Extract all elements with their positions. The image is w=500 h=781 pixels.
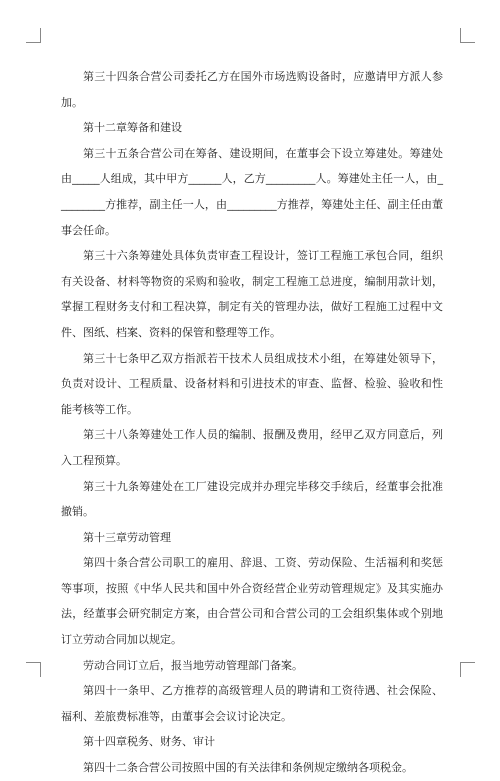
- article-36: 第三十六条筹建处具体负责审查工程设计，签订工程施工承包合同，组织有关设备、材料等物资的采购和验收，制定工程施工总进度，编制用款计划，掌握工程财务支付和工程决算，制定有关的管理办法，做好工程施工过程中文件、图纸、档案、资料的保管和整理等工作。: [61, 249, 443, 339]
- crop-mark-top-left: [26, 28, 41, 43]
- chapter-12-heading: 第十二章筹备和建设: [83, 121, 182, 135]
- article-42: 第四十二条合营公司按照中国的有关法律和条例规定缴纳各项税金。: [83, 761, 413, 775]
- article-41: 第四十一条甲、乙方推荐的高级管理人员的聘请和工资待遇、社会保险、福利、差旅费标准等，由董事会会议讨论决定。: [61, 684, 443, 723]
- crop-mark-bottom-left: [26, 662, 41, 677]
- article-35: 第三十五条合营公司在筹备、建设期间，在董事会下设立筹建处。筹建处由_____人组成，其中甲方______人，乙方_________人。筹建处主任一人，由_________方推荐，副主任一人，由_________方推荐，筹建处主任、副主任由董事会任命。: [61, 146, 443, 237]
- article-37: 第三十七条甲乙双方指派若干技术人员组成技术小组，在筹建处领导下，负责对设计、工程质量、设备材料和引进技术的审查、监督、检验、验收和性能考核等工作。: [61, 351, 443, 416]
- article-40: 第四十条合营公司职工的雇用、辞退、工资、劳动保险、生活福利和奖惩等事项，按照《中华人民共和国中外合资经营企业劳动管理规定》及其实施办法，经董事会研究制定方案，由合营公司和合营公司的工会组织集体或个别地订立劳动合同加以规定。: [61, 556, 443, 647]
- article-34: 第三十四条合营公司委托乙方在国外市场选购设备时，应邀请甲方派人参加。: [61, 70, 443, 109]
- chapter-13-heading: 第十三章劳动管理: [83, 530, 171, 544]
- chapter-14-heading: 第十四章税务、财务、审计: [83, 735, 215, 749]
- crop-mark-top-right: [460, 28, 475, 43]
- document-body: [61, 64, 443, 781]
- labor-contract-note: 劳动合同订立后，报当地劳动管理部门备案。: [83, 658, 303, 672]
- article-38: 第三十八条筹建处工作人员的编制、报酬及费用，经甲乙双方同意后，列入工程预算。: [61, 428, 443, 467]
- article-39: 第三十九条筹建处在工厂建设完成并办理完毕移交手续后，经董事会批准撤销。: [61, 479, 443, 519]
- crop-mark-bottom-right: [460, 662, 475, 677]
